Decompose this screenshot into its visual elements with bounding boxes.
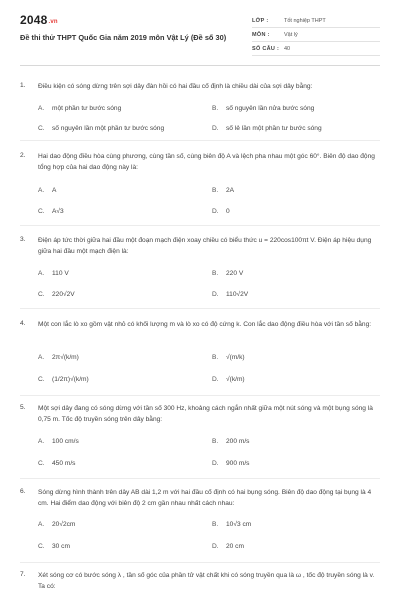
question-number: 4. [20,320,26,327]
question-divider [20,140,380,141]
meta-key: LỚP : [252,17,269,24]
question-number: 7. [20,571,26,578]
page-header [0,0,400,72]
option-c[interactable] [38,460,75,467]
option-d[interactable] [212,376,245,383]
option-text: 110 V [52,270,69,277]
option-letter: C. [38,376,45,383]
meta-row-class [252,14,380,28]
option-letter: D. [212,460,219,467]
logo-text: 2048 [20,13,48,27]
option-text: 200 m/s [226,438,250,445]
option-letter: B. [212,438,219,445]
option-text: số nguyên lần một phần tư bước sóng [52,125,165,132]
meta-value: Tốt nghiệp THPT [284,17,326,24]
option-text: 2π√(k/m) [52,354,79,361]
option-letter: D. [212,376,219,383]
option-d[interactable] [212,291,248,298]
question-text: Xét sóng cơ có bước sóng λ , tần số góc của phần tử vật chất khi có sóng truyền qua là ω , tốc độ truyền sóng là v. Ta có: [38,572,375,590]
option-letter: B. [212,521,219,528]
option-text: 0 [226,208,230,215]
exam-title: Đề thi thử THPT Quốc Gia năm 2019 môn Vật Lý (Đề số 30) [20,33,227,42]
option-text: 10√3 cm [226,521,252,528]
question-number: 3. [20,236,26,243]
option-letter: D. [212,208,219,215]
option-letter: D. [212,543,219,550]
option-a[interactable] [38,354,79,361]
header-divider [20,65,380,66]
option-text: số lẻ lần một phần tư bước sóng [226,125,322,132]
option-text: một phần tư bước sóng [52,105,122,112]
meta-row-subject [252,28,380,42]
option-b[interactable] [212,521,251,528]
question-divider [20,308,380,309]
question-text: Hai dao động điều hòa cùng phương, cùng tần số, cùng biên độ A và lệch pha nhau một góc 60°. Biên độ dao động tổng hợp của hai dao động này là: [38,153,375,171]
question-number: 6. [20,488,26,495]
question-divider [20,225,380,226]
option-letter: B. [212,270,219,277]
option-d[interactable] [212,543,244,550]
option-letter: C. [38,208,45,215]
option-letter: A. [38,354,45,361]
question-text: Điều kiện có sóng dừng trên sợi dây đàn hồi có hai đầu cố định là chiều dài của sợi dây bằng: [38,83,313,90]
option-d[interactable] [212,460,249,467]
option-letter: A. [38,105,45,112]
option-text: 220√2V [52,291,75,298]
question-number: 2. [20,152,26,159]
option-letter: A. [38,438,45,445]
option-text: √(k/m) [226,376,245,383]
option-c[interactable] [38,291,75,298]
option-text: 100 cm/s [52,438,79,445]
question-divider [20,478,380,479]
option-c[interactable] [38,208,64,215]
option-letter: B. [212,105,219,112]
option-letter: B. [212,354,219,361]
option-c[interactable] [38,125,164,132]
option-text: 30 cm [52,543,70,550]
meta-value: 40 [284,45,291,52]
option-a[interactable] [38,187,56,194]
logo-suffix: .vn [48,19,58,25]
option-b[interactable] [212,187,234,194]
meta-key: SỐ CÂU : [252,45,280,52]
option-letter: D. [212,291,219,298]
option-b[interactable] [212,270,243,277]
option-b[interactable] [212,354,245,361]
option-d[interactable] [212,125,322,132]
option-letter: C. [38,291,45,298]
option-text: 2A [226,187,235,194]
option-a[interactable] [38,521,75,528]
question-number: 5. [20,404,26,411]
option-text: A [52,187,57,194]
option-b[interactable] [212,438,249,445]
option-letter: C. [38,543,45,550]
site-logo[interactable] [20,13,58,27]
option-c[interactable] [38,543,70,550]
meta-value: Vật lý [284,31,298,38]
question-text: Một con lắc lò xo gồm vật nhỏ có khối lượng m và lò xo có độ cứng k. Con lắc dao động điều hòa với tần số bằng: [38,321,372,328]
option-text: 450 m/s [52,460,76,467]
option-letter: D. [212,125,219,132]
question-text: Một sợi dây đang có sóng dừng với tần số 300 Hz, khoảng cách ngắn nhất giữa một nút sóng và một bụng sóng là 0,75 m. Tốc độ truyền sóng trên dây bằng: [38,405,373,423]
option-a[interactable] [38,105,121,112]
option-c[interactable] [38,376,89,383]
option-letter: C. [38,125,45,132]
option-a[interactable] [38,270,69,277]
question-text: Điện áp tức thời giữa hai đầu một đoạn mạch điện xoay chiều có biểu thức u = 220cos100πt V. Điện áp hiệu dụng giữa hai đầu một mạch điện là: [38,237,372,255]
meta-key: MÔN : [252,31,270,38]
option-d[interactable] [212,208,230,215]
question-text: Sóng dừng hình thành trên dây AB dài 1,2 m với hai đầu cố định có hai bụng sóng. Biên độ dao động tại bụng là 4 cm. Hai điểm dao động với biên độ 2 cm gần nhau nhất cách nhau: [38,489,372,507]
option-text: A√3 [52,208,64,215]
option-b[interactable] [212,105,314,112]
option-text: 20√2cm [52,521,76,528]
question-divider [20,562,380,563]
option-text: 220 V [226,270,244,277]
option-letter: A. [38,521,45,528]
option-letter: B. [212,187,219,194]
option-text: 20 cm [226,543,244,550]
option-letter: A. [38,270,45,277]
question-divider [20,395,380,396]
option-text: 900 m/s [226,460,250,467]
option-text: 110√2V [226,291,249,298]
option-letter: C. [38,460,45,467]
option-text: √(m/k) [226,354,245,361]
option-a[interactable] [38,438,79,445]
option-text: số nguyên lần nửa bước sóng [226,105,315,112]
question-number: 1. [20,82,26,89]
exam-meta [252,14,380,56]
meta-row-count [252,42,380,56]
option-letter: A. [38,187,45,194]
option-text: (1/2π)√(k/m) [52,376,89,383]
